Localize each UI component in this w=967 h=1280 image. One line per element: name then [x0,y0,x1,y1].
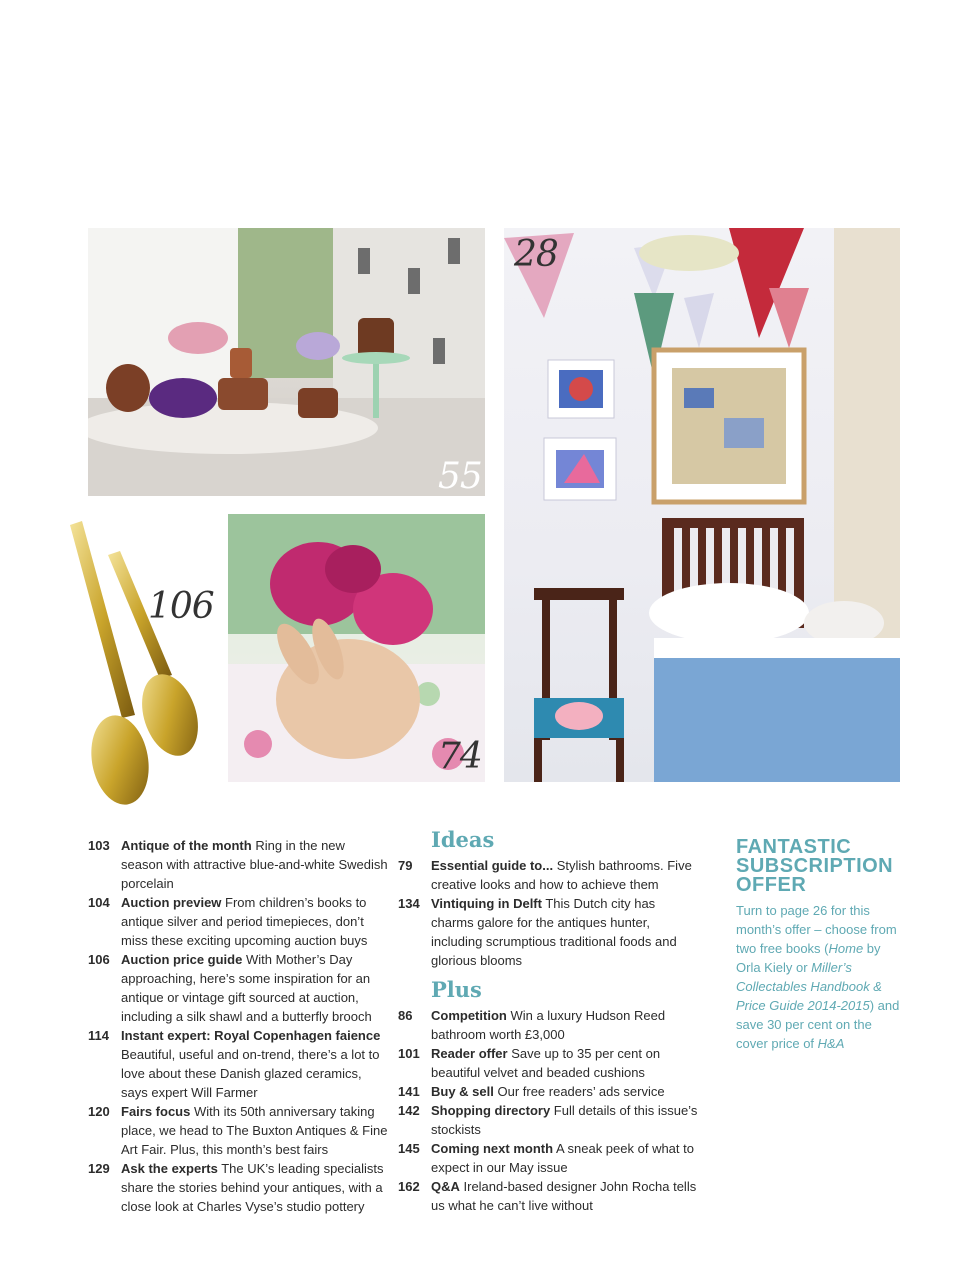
contents-entry[interactable]: 129 Ask the experts The UK’s leading specialists share the stories behind your antiques, with a close look at Charles Vyse’s studio pottery [88,1161,384,1214]
contents-entry[interactable]: 103 Antique of the month Ring in the new season with attractive blue-and-white Swedish porcelain [88,838,388,891]
contents-entry[interactable]: 101 Reader offer Save up to 35 per cent on beautiful velvet and beaded cushions [398,1046,661,1080]
contents-left-column [88,836,388,1216]
jelly-moulds-photo [88,228,485,496]
contents-entry[interactable]: 141 Buy & sell Our free readers’ ads service [398,1084,665,1099]
contents-entry[interactable]: 134 Vintiquing in Delft This Dutch city has charms galore for the antiques hunter, including scrumptious traditional foods and glorious blooms [398,896,677,968]
subscription-title: FANTASTIC SUBSCRIPTION OFFER [736,836,894,896]
contents-entry[interactable]: 104 Auction preview From children’s books to antique silver and period timepieces, don’t miss these exciting upcoming auction buys [88,895,368,948]
section-heading-ideas: Ideas [431,827,495,852]
subscription-offer[interactable] [736,838,906,1053]
contents-entry[interactable]: 106 Auction price guide With Mother’s Day approaching, here’s some inspiration for an antique or vintage gift sourced at auction, including a silk shawl and a butterfly brooch [88,952,372,1024]
page-number-55: 55 [438,456,482,496]
contents-entry[interactable]: 145 Coming next month A sneak peek of what to expect in our May issue [398,1141,694,1175]
rabbit-vase-photo [228,514,485,782]
contents-entry[interactable]: 162 Q&A Ireland-based designer John Rocha tells us what he can’t live without [398,1179,697,1213]
contents-entry[interactable]: 86 Competition Win a luxury Hudson Reed bathroom worth £3,000 [398,1008,666,1042]
contents-entry[interactable]: 79 Essential guide to... Stylish bathrooms. Five creative looks and how to achieve them [398,858,692,892]
page-number-106: 106 [148,586,214,627]
contents-entry[interactable]: 120 Fairs focus With its 50th anniversary taking place, we head to The Buxton Antiques & Fine Art Fair. Plus, this month’s best fairs [88,1104,388,1157]
subscription-body: Turn to page 26 for this month’s offer – choose from two free books (Home by Orla Kiely or Miller’s Collectables Handbook & Price Guide 2014-2015) and save 30 per cent on the cover price of H&A [736,903,900,1051]
bedroom-illustration [504,228,900,782]
page-number-28: 28 [514,234,558,275]
contents-middle-column [398,828,698,1215]
page-number-74: 74 [438,736,482,777]
contents-entry[interactable]: 114 Instant expert: Royal Copenhagen faience Beautiful, useful and on-trend, there’s a lot to love about these Danish glazed ceramics, says expert Will Farmer [88,1028,381,1100]
gold-spoons-illustration [60,515,210,815]
bedroom-photo [504,228,900,782]
jelly-moulds-illustration [88,228,485,496]
section-heading-plus: Plus [431,977,482,1002]
contents-entry[interactable]: 142 Shopping directory Full details of this issue’s stockists [398,1103,698,1137]
